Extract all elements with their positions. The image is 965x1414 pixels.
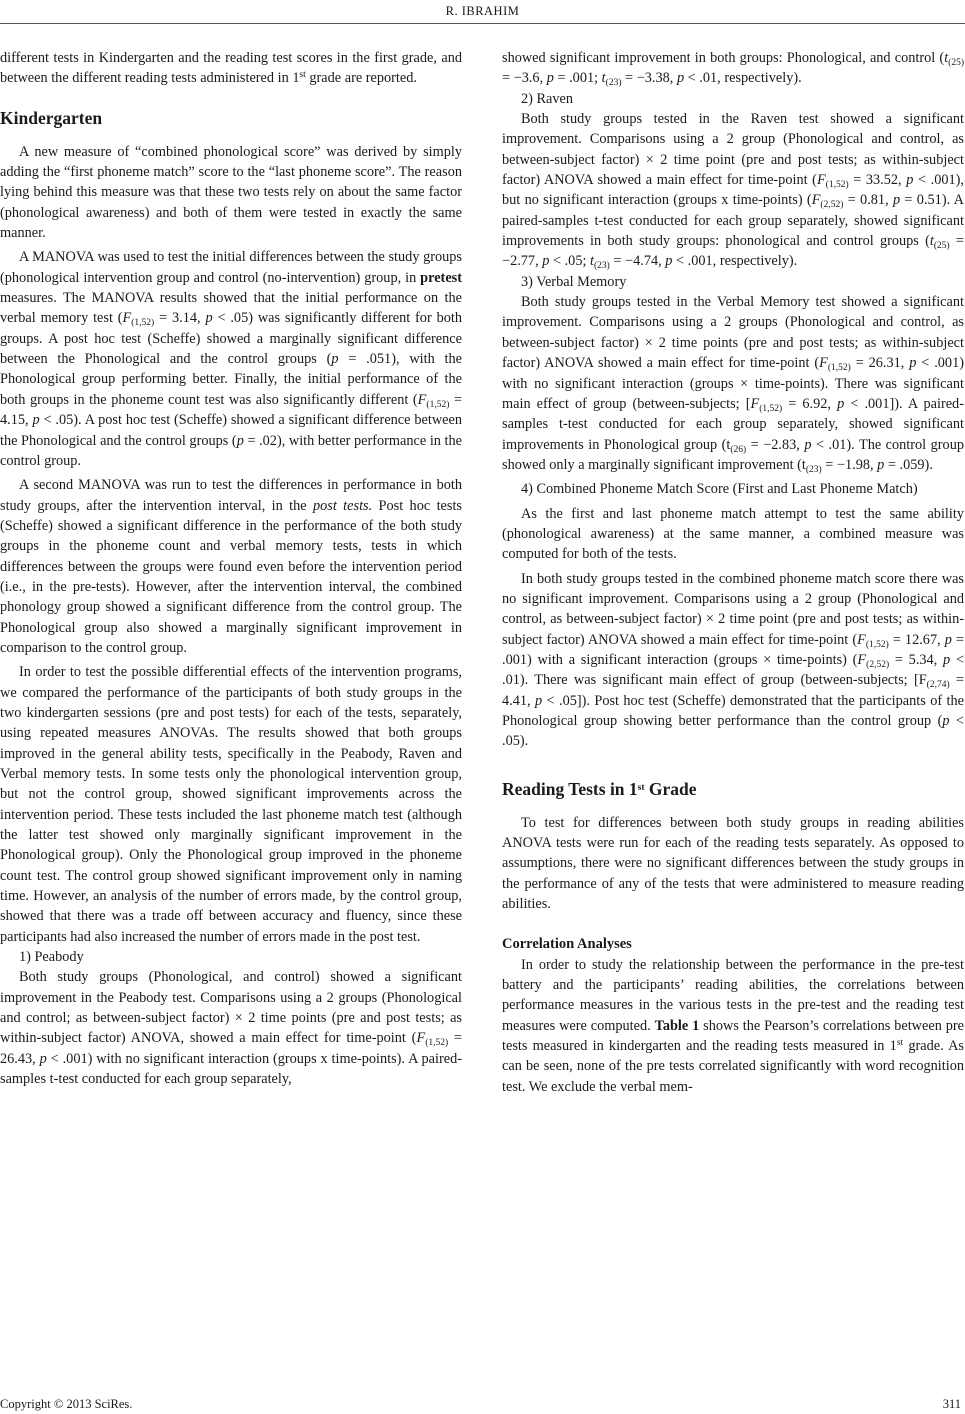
kindergarten-paragraph-2: A MANOVA was used to test the initial differences between the study groups (phonological intervention group and control (no-intervention) group, in pretest measures. The MANOVA results showed that the initial performance on the verbal memory test ($F_{(1,52)} = 3.14$, p < .05) was significantly different for both groups. A post hoc test (Scheffe) showed a marginally significant difference between the Phonological and the control groups (p = .051), with the Phonological group performing better. Finally, the initial performance of the both groups in the phoneme count test was also significantly different ($F_{(1,52)} = 4.15$, p < .05). A post hoc test (Scheffe) showed a significant difference between the Phonological and the control groups (p = .02), with better performance in the control group. bbox=[0, 249, 462, 469]
correlation-paragraph: In order to study the relationship between the performance in the pre-test battery and the participants’ reading abilities, the correlations between performance measures in the various tests in the pre-test and the reading test measures were computed. Table 1 shows the Pearson’s correlations between pre tests measured in kindergarten and the reading tests measured in 1st grade. As can be seen, none of the pre tests correlated significantly with word recognition test. We exclude the verbal mem- bbox=[502, 956, 964, 1095]
left-column bbox=[0, 48, 462, 1090]
kindergarten-heading: Kindergarten bbox=[0, 107, 103, 128]
kindergarten-paragraph-1: A new measure of “combined phonological score” was derived by simply adding the “first phoneme match” score to the “last phoneme score”. The reason lying behind this measure was that these two tests rely on about the same factor (phonological awareness) and both of them were tested in exactly the same manner. bbox=[0, 143, 462, 242]
reading-tests-paragraph: To test for differences between both study groups in reading abilities ANOVA tests were run for each of the reading tests separately. As opposed to assumptions, there were no significant differences between the study groups in the performance of any of the tests that were administered to measure reading abilities. bbox=[502, 814, 964, 913]
combined-phoneme-paragraph-2: In both study groups tested in the combined phoneme match score there was no significant improvement. Comparisons using a 2 group (Phonological and control, as between-subject factor) × 2 time point (pre and post tests; as within-subject factor) ANOVA showed a main effect for time-point ($F_{(1,52)} = 12.67$, p = .001) with a significant interaction (groups × time-points) ($F_{(2,52)} = 5.34$, p < .01). There was significant main effect of group (between-subjects; [$F_{(2,74)} = 4.41$, p < .05]). Post hoc test (Scheffe) demonstrated that the participants of the Phonological group showing better performance than the control group (p < .05). bbox=[502, 570, 965, 750]
correlation-heading: Correlation Analyses bbox=[502, 936, 632, 953]
combined-phoneme-subheading: 4) Combined Phoneme Match Score (First and Last Phoneme Match) bbox=[521, 481, 918, 498]
peabody-continuation: showed significant improvement in both groups: Phonological, and control ($t_{(25)} = -3.6$, p = .001; $t_{(23)} = -3.38$, p < .01, respectively). bbox=[502, 50, 964, 89]
running-head: R. IBRAHIM bbox=[445, 4, 520, 18]
intro-paragraph: different tests in Kindergarten and the reading test scores in the first grade, and between the different reading tests administered in 1st grade are reported. bbox=[0, 50, 462, 87]
reading-tests-heading: Reading Tests in 1st Grade bbox=[502, 778, 697, 799]
header-rule bbox=[0, 23, 965, 24]
footer-copyright: Copyright © 2013 SciRes. bbox=[0, 1397, 133, 1411]
raven-paragraph: Both study groups tested in the Raven test showed a significant improvement. Comparisons using a 2 group (Phonological and control, as between-subject factor) × 2 time point (pre and post tests; as within-subject factor) ANOVA showed a main effect for time-point ($F_{(1,52)} = 33.52$, p < .001), but no significant interaction (groups x time-points) ($F_{(2,52)} = 0.81$, p = 0.51). A paired-samples t-test conducted for each group separately, showed significant improvements in both study groups: phonological and control groups ($t_{(25)} = -2.77$, p < .05; $t_{(23)} = -4.74$, p < .001, respectively). bbox=[502, 111, 965, 272]
peabody-subheading: 1) Peabody bbox=[19, 949, 84, 966]
right-column bbox=[502, 48, 964, 1097]
kindergarten-paragraph-3: A second MANOVA was run to test the differences in performance in both study groups, after the intervention interval, in the post tests. Post hoc tests (Scheffe) showed a significant difference in the performance of the both study groups in the phoneme count and verbal memory tests, tests in which differences between the groups were found even before the intervention period (i.e., in the pre-tests). However, after the intervention interval, the combined phonology group showed a significant difference from the control group. The Phonological group also showed a marginally significant improvement in comparison to the control group. bbox=[0, 477, 462, 656]
combined-phoneme-paragraph-1: As the first and last phoneme match attempt to test the same ability (phonological awareness) at the same manner, a combined measure was computed for both of the tests. bbox=[502, 505, 964, 563]
kindergarten-paragraph-4: In order to test the possible differential effects of the intervention programs, we compared the performance of the participants of both study groups in the two kindergarten sessions (pre and post tests) for each of the tests, separately, using repeated measures ANOVAs. The results showed that both groups improved in the general ability tests, specifically in the Peabody, Raven and Verbal memory tests. In some tests only the phonological intervention group, but not the control group, showed significant improvements across the intervention period. These tests included the last phoneme match test (although the latter test showed only marginally significant improvement in the Phonological group). Only the Phonological group improved in the phoneme count test. The control group showed significant improvement only in naming time. However, an analysis of the number of errors made, by the control group, showed that there was a trade off between accuracy and fluency, since these participants had also increased the number of errors made in the post test. bbox=[0, 664, 462, 945]
raven-subheading: 2) Raven bbox=[521, 90, 574, 107]
verbal-memory-paragraph: Both study groups tested in the Verbal Memory test showed a significant improvement. Comparisons using a 2 groups (Phonological and control, as between-subject factor) × 2 time points (pre and post tests; as within-subject factor) ANOVA showed a main effect for time-point ($F_{(1,52)} = 26.31$, p < .001) with no significant interaction (groups × time-points). There was significant main effect of group (between-subjects; [$F_{(1,52)} = 6.92$, p < .001]). A paired-samples t-test conducted for each group separately, showed significant improvements in Phonological group ($t_{(26)} = -2.83$, p < .01). The control group showed only a marginally significant improvement ($t_{(23)} = -1.98$, p = .059). bbox=[502, 294, 964, 475]
peabody-paragraph: Both study groups (Phonological, and control) showed a significant improvement in the Peabody test. Comparisons using a 2 groups (Phonological and control; as between-subject factor) × 2 time points (pre and post tests; as within-subject factor) ANOVA, showed a main effect for time-point ($F_{(1,52)} = 26.43$, p < .001) with no significant interaction (groups x time-points). A paired-samples t-test conducted for each group separately, bbox=[0, 969, 462, 1088]
footer-page-number: 311 bbox=[942, 1397, 961, 1411]
verbal-memory-subheading: 3) Verbal Memory bbox=[521, 273, 627, 290]
